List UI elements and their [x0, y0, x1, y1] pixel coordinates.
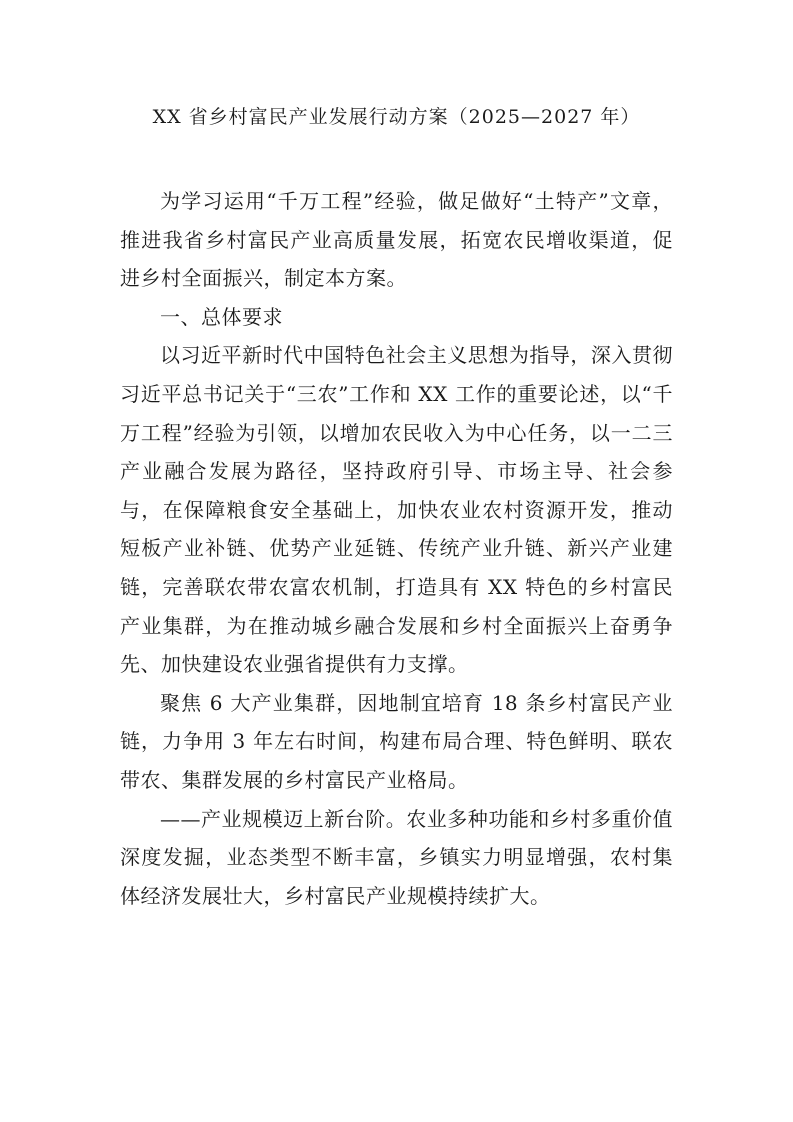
intro-paragraph: 为学习运用“千万工程”经验，做足做好“土特产”文章，推进我省乡村富民产业高质量发展，拓宽农民增收渠道，促进乡村全面振兴，制定本方案。: [120, 189, 673, 291]
document-title: XX 省乡村富民产业发展行动方案（2025—2027 年）: [152, 106, 641, 128]
section-heading: 一、总体要求: [160, 304, 283, 329]
body-paragraph: ——产业规模迈上新台阶。农业多种功能和乡村多重价值深度发掘，业态类型不断丰富，乡镇实力明显增强，农村集体经济发展壮大，乡村富民产业规模持续扩大。: [120, 806, 673, 908]
body-paragraph: 聚焦 6 大产业集群，因地制宜培育 18 条乡村富民产业链，力争用 3 年左右时间，构建布局合理、特色鲜明、联农带农、集群发展的乡村富民产业格局。: [120, 690, 673, 792]
body-paragraph: 以习近平新时代中国特色社会主义思想为指导，深入贯彻习近平总书记关于“三农”工作和 XX 工作的重要论述，以“千万工程”经验为引领，以增加农民收入为中心任务，以一二三产业融合发展为路径，坚持政府引导、市场主导、社会参与，在保障粮食安全基础上，加快农业农村资源开发，推动短板产业补链、优势产业延链、传统产业升链、新兴产业建链，完善联农带农富农机制，打造具有 XX 特色的乡村富民产业集群，为在推动城乡融合发展和乡村全面振兴上奋勇争先、加快建设农业强省提供有力支撑。: [120, 343, 673, 677]
document-body: [120, 182, 673, 915]
